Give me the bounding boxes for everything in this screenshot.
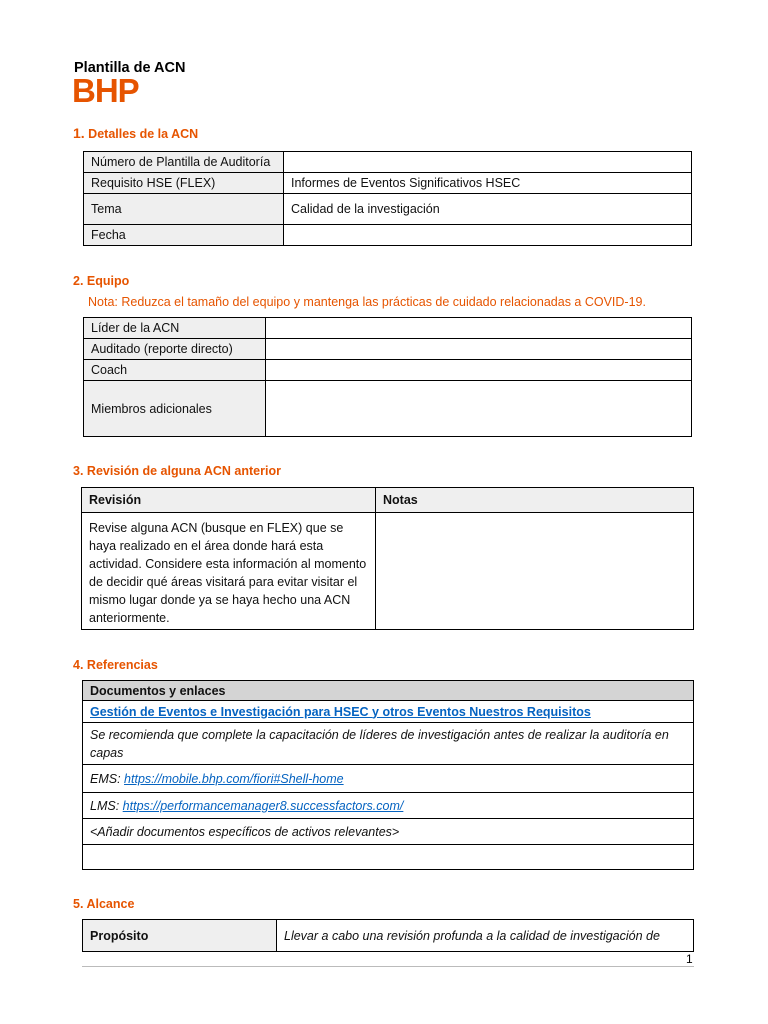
lms-link[interactable]: https://performancemanager8.successfactors.com/ — [122, 798, 404, 813]
table-row — [84, 381, 692, 437]
section-2-number: 2. — [73, 274, 84, 288]
table-row — [83, 793, 694, 819]
details-label: Tema — [84, 194, 284, 225]
page-number: 1 — [686, 952, 693, 966]
covid-note: Nota: Reduzca el tamaño del equipo y mantenga las prácticas de cuidado relacionadas a COVID-19. — [88, 295, 646, 309]
references-table — [82, 680, 694, 870]
table-row — [83, 701, 694, 723]
section-1-heading — [73, 125, 198, 141]
details-label: Número de Plantilla de Auditoría — [84, 152, 284, 173]
team-value[interactable] — [266, 381, 692, 437]
table-row — [83, 845, 694, 870]
table-row — [83, 920, 694, 952]
table-row — [82, 488, 694, 513]
review-header: Revisión — [82, 488, 376, 513]
footer-divider — [82, 966, 694, 967]
section-2-heading — [73, 274, 129, 288]
references-header: Documentos y enlaces — [83, 681, 694, 701]
table-row — [83, 723, 694, 765]
table-row — [84, 194, 692, 225]
section-3-title: Revisión de alguna ACN anterior — [86, 464, 281, 478]
review-notes[interactable] — [376, 513, 694, 630]
details-label: Requisito HSE (FLEX) — [84, 173, 284, 194]
notes-header: Notas — [376, 488, 694, 513]
ems-label: EMS: — [90, 771, 121, 786]
table-row — [84, 225, 692, 246]
table-row — [84, 318, 692, 339]
scope-table — [82, 919, 694, 952]
table-row — [84, 152, 692, 173]
details-value[interactable] — [284, 225, 692, 246]
table-row — [84, 173, 692, 194]
requirements-link[interactable]: Gestión de Eventos e Investigación para HSEC y otros Eventos Nuestros Requisitos — [90, 704, 591, 719]
section-5-title: Alcance — [86, 897, 135, 911]
bhp-logo: BHP — [72, 72, 139, 109]
lms-label: LMS: — [90, 798, 120, 813]
table-row — [84, 339, 692, 360]
review-instructions: Revise alguna ACN (busque en FLEX) que se haya realizado en el área donde hará esta actividad. Considere esta información al momento de decidir qué áreas visitará para evitar visitar el mismo lugar donde ya se haya hecho una ACN anteriormente. — [82, 513, 376, 630]
team-label: Auditado (reporte directo) — [84, 339, 266, 360]
details-table — [83, 151, 692, 246]
empty-reference-cell[interactable] — [83, 845, 694, 870]
ems-link[interactable]: https://mobile.bhp.com/fiori#Shell-home — [124, 771, 344, 786]
section-4-title: Referencias — [86, 658, 158, 672]
document-title: Plantilla de ACN — [74, 60, 186, 76]
purpose-value: Llevar a cabo una revisión profunda a la calidad de investigación de — [277, 920, 694, 952]
section-5-number: 5. — [73, 897, 84, 911]
team-label: Coach — [84, 360, 266, 381]
section-2-title: Equipo — [86, 274, 130, 288]
table-row — [83, 819, 694, 845]
section-5-heading — [73, 897, 134, 911]
training-recommendation: Se recomienda que complete la capacitación de líderes de investigación antes de realizar la auditoría en capas — [83, 723, 694, 765]
section-3-heading — [73, 464, 281, 478]
table-row — [83, 681, 694, 701]
details-value[interactable]: Informes de Eventos Significativos HSEC — [284, 173, 692, 194]
table-row — [83, 765, 694, 793]
review-table — [81, 487, 694, 630]
table-row — [82, 513, 694, 630]
asset-documents-placeholder[interactable]: <Añadir documentos específicos de activos relevantes> — [83, 819, 694, 845]
details-value[interactable] — [284, 152, 692, 173]
team-label: Miembros adicionales — [84, 381, 266, 437]
section-4-number: 4. — [73, 658, 84, 672]
purpose-label: Propósito — [83, 920, 277, 952]
section-1-number: 1. — [73, 125, 85, 141]
section-3-number: 3. — [73, 464, 84, 478]
details-value[interactable]: Calidad de la investigación — [284, 194, 692, 225]
section-4-heading — [73, 658, 158, 672]
team-table — [83, 317, 692, 437]
team-value[interactable] — [266, 339, 692, 360]
details-label: Fecha — [84, 225, 284, 246]
team-value[interactable] — [266, 318, 692, 339]
team-label: Líder de la ACN — [84, 318, 266, 339]
team-value[interactable] — [266, 360, 692, 381]
section-1-title: Detalles de la ACN — [88, 127, 199, 141]
table-row — [84, 360, 692, 381]
